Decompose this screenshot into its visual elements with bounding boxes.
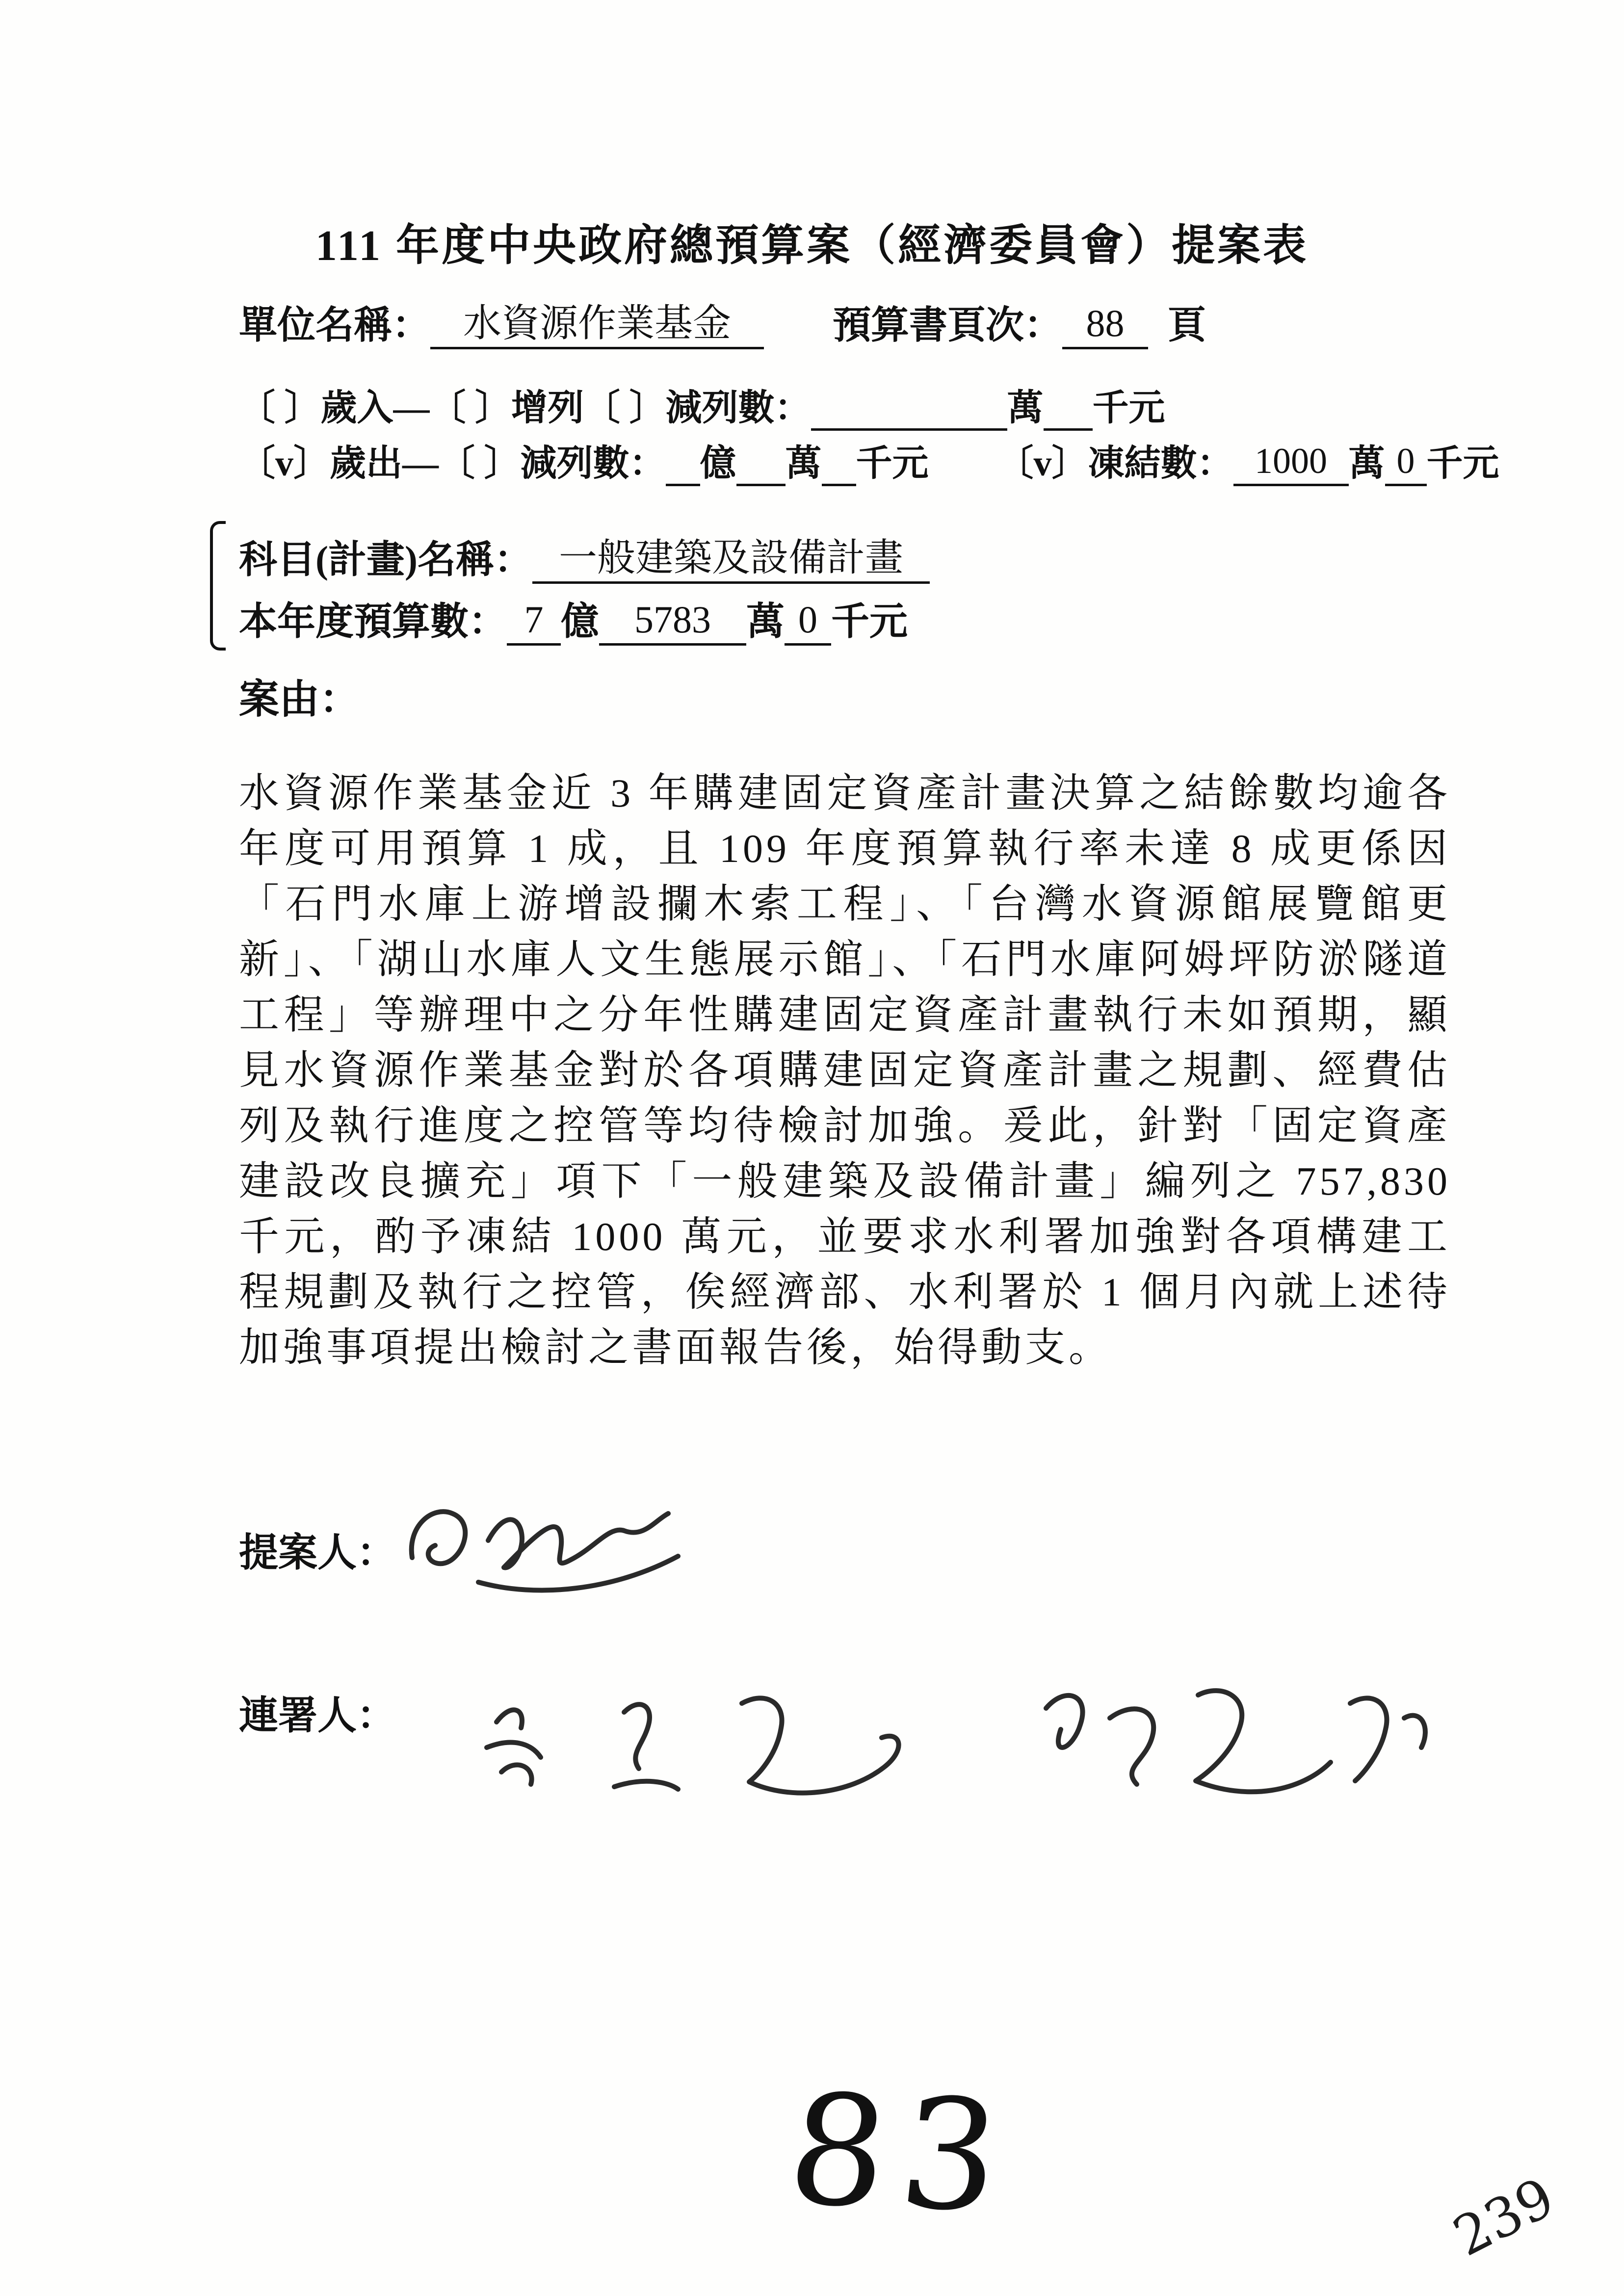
freeze-qian-unit: 千元 [1426,444,1499,484]
cosigner-signature-1-svg [466,1663,937,1815]
budget-qian-value: 0 [785,596,831,646]
freeze-wan-unit: 萬 [1348,444,1385,484]
unit-name-line [239,294,1206,349]
budget-wan-unit: 萬 [746,600,785,643]
cosigner-signature-1 [466,1663,937,1815]
budget-book-page-value: 88 [1062,299,1148,350]
budget-wan-value: 5783 [599,596,746,646]
cosigner-signature-2 [1011,1648,1442,1815]
budget-yi-value: 7 [507,596,561,646]
revenue-wan-blank [811,428,1007,431]
budget-book-page-label: 預算書頁次： [833,304,1063,346]
expense-line [239,434,1499,486]
page-title: 111 年度中央政府總預算案（經濟委員會）提案表 [315,222,1309,270]
budget-line [239,591,908,646]
expense-yi-blank [666,484,700,486]
budget-label: 本年度預算數： [239,600,507,643]
cosigner-label: 連署人： [239,1695,396,1738]
proposer-label: 提案人： [239,1532,396,1575]
unit-name-label: 單位名稱： [239,304,431,346]
subject-line [239,529,930,584]
handwritten-corner-number: 239 [1443,2166,1564,2269]
expense-yi-unit: 億 [700,444,736,484]
case-label: 案由： [239,677,360,722]
cosigner-line [239,1684,396,1740]
case-line [239,667,360,725]
handwritten-page-number: 83 [781,2061,1022,2246]
revenue-wan-unit: 萬 [1007,388,1044,428]
freeze-wan-value: 1000 [1233,439,1349,487]
proposer-signature-svg [388,1467,692,1614]
expense-checkbox-and-label: 〔v〕歲出—〔 〕減列數： [239,444,666,484]
expense-qian-blank [822,484,856,486]
subject-value: 一般建築及設備計畫 [532,534,930,584]
unit-name-value: 水資源作業基金 [430,299,764,350]
revenue-qian-blank [1044,428,1093,431]
freeze-qian-value: 0 [1385,439,1427,487]
expense-qian-unit: 千元 [856,444,929,484]
expense-wan-unit: 萬 [785,444,822,484]
expense-wan-blank [736,484,786,486]
freeze-checkbox-and-label: 〔v〕凍結數： [997,444,1233,484]
proposer-line [239,1521,396,1577]
proposer-signature [388,1467,692,1614]
budget-qian-unit: 千元 [831,600,908,643]
revenue-qian-unit: 千元 [1092,388,1165,428]
revenue-line [239,379,1165,431]
case-body-text: 水資源作業基金近 3 年購建固定資產計畫決算之結餘數均逾各年度可用預算 1 成，且 109 年度預算執行率未達 8 成更係因「石門水庫上游增設攔木索工程」、「台灣水資源館展覽館更新」、「湖山水庫人文生態展示館」、「石門水庫阿姆坪防淤隧道工程」等辦理中之分年性購建固定資產計畫執行未如預期，顯見水資源作業基金對於各項購建固定資產計畫之規劃、經費估列及執行進度之控管等均待檢討加強。爰此，針對「固定資產建設改良擴充」項下「一般建築及設備計畫」編列之 757,830 千元，酌予凍結 1000 萬元，並要求水利署加強對各項構建工程規劃及執行之控管，俟經濟部、水利署於 1 個月內就上述待加強事項提出檢討之書面報告後，始得動支。 [239,771,1451,1370]
revenue-checkbox-and-label: 〔 〕歲入—〔 〕增列〔 〕減列數： [239,388,811,428]
section-bracket [210,521,226,651]
budget-book-page-unit: 頁 [1168,304,1206,346]
subject-label: 科目(計畫)名稱： [239,538,532,581]
budget-yi-unit: 億 [561,600,600,643]
cosigner-signature-2-svg [1011,1648,1442,1815]
